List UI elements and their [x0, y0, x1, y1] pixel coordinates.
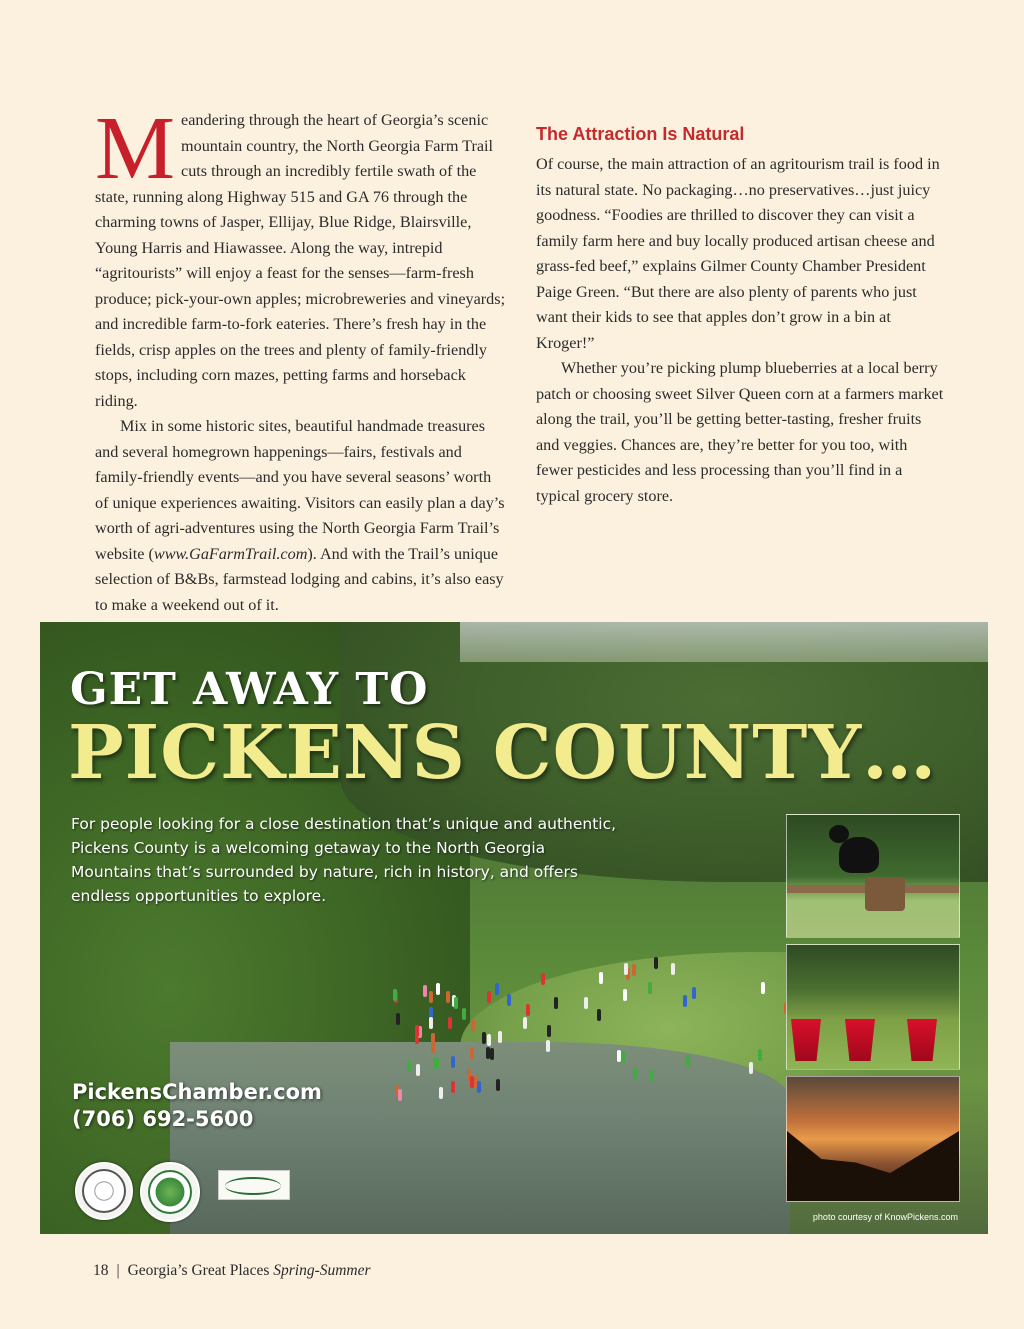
ad-phone[interactable]: (706) 692-5600 [72, 1107, 254, 1131]
person-figure [470, 1076, 474, 1088]
person-figure [451, 1056, 455, 1068]
person-figure [554, 997, 558, 1009]
pickens-county-chamber-logo-icon [218, 1170, 290, 1200]
ad-body-text: For people looking for a close destination that’s unique and authentic, Pickens County is a welcoming getaway to the North Georgia Mountains that’s surrounded by nature, rich in history, and offers endless opportunities to explore. [71, 815, 617, 905]
person-figure [584, 997, 588, 1009]
page-number: 18 [93, 1262, 109, 1279]
person-figure [436, 983, 440, 995]
pickens-county-seal-icon [140, 1162, 200, 1222]
person-figure [396, 1013, 400, 1025]
photo-credit: photo courtesy of KnowPickens.com [812, 1212, 958, 1222]
person-figure [633, 1067, 637, 1079]
person-figure [686, 1055, 690, 1067]
article-column-right [536, 108, 948, 509]
ad-website[interactable]: PickensChamber.com [72, 1080, 322, 1104]
person-figure [451, 1081, 455, 1093]
paragraph-1-text: eandering through the heart of Georgia’s scenic mountain country, the North Georgia Farm Trail cuts through an incredibly fertile swath of the state, running along Highway 515 and GA 76 through the charming towns of Jasper, Ellijay, Blue Ridge, Blairsville, Young Harris and Hiawassee. Along the way, intrepid “agritourists” will enjoy a feast for the senses—farm-fresh produce; pick-your-own apples; microbreweries and vineyards; and incredible farm-to-fork eateries. There’s fresh hay in the fields, crisp apples on the trees and plenty of family-friendly stops, including corn mazes, petting farms and horseback riding. [95, 111, 506, 410]
person-figure [462, 1008, 466, 1020]
lake-sunset-photo [786, 1076, 960, 1202]
article-paragraph-1 [95, 99, 507, 414]
person-figure [487, 991, 491, 1003]
person-figure [439, 1087, 443, 1099]
person-figure [448, 1017, 452, 1029]
person-figure [495, 983, 499, 995]
person-figure [621, 1051, 625, 1063]
person-figure [546, 1040, 550, 1052]
person-figure [523, 1017, 527, 1029]
person-figure [407, 1060, 411, 1072]
person-figure [671, 963, 675, 975]
person-figure [487, 1034, 491, 1046]
article-paragraph-3: Of course, the main attraction of an agritourism trail is food in its natural state. No packaging…no preservatives…just juicy goodness. “Foodies are thrilled to discover they can visit a family farm here and buy locally produced artisan cheese and grass-fed beef,” explains Gilmer County Chamber President Paige Green. “But there are also plenty of parents who just want their kids to see that apples don’t grow in a bin at Kroger!” [536, 155, 940, 352]
ad-headline-small: GET AWAY TO [70, 664, 429, 715]
person-figure [599, 972, 603, 984]
person-figure [477, 1081, 481, 1093]
person-figure [471, 1019, 475, 1031]
person-figure [541, 973, 545, 985]
person-figure [433, 1057, 437, 1069]
person-figure [415, 1025, 419, 1037]
person-figure [454, 997, 458, 1009]
person-figure [683, 995, 687, 1007]
person-figure [429, 1017, 433, 1029]
bear-photo [786, 814, 960, 938]
person-figure [431, 1033, 435, 1045]
person-figure [617, 1050, 621, 1062]
person-figure [749, 1062, 753, 1074]
jasper-georgia-seal-icon [75, 1162, 133, 1220]
page-footer [93, 1262, 371, 1280]
ad-headline-large: PICKENS COUNTY… [68, 710, 938, 796]
person-figure [654, 957, 658, 969]
section-subhead: The Attraction Is Natural [536, 124, 745, 144]
person-figure [624, 963, 628, 975]
person-figure [758, 1049, 762, 1061]
person-figure [526, 1004, 530, 1016]
person-figure [648, 982, 652, 994]
person-figure [597, 1009, 601, 1021]
article-paragraph-4: Whether you’re picking plump blueberries at a local berry patch or choosing sweet Silver Queen corn at a farmers market along the trail, you’ll be getting better-tasting, fresher fruits and veggies. Chances are, they’re better for you too, with fewer pesticides and less processing than you’ll find in a typical grocery store. [536, 359, 944, 505]
article-paragraph-2 [95, 414, 507, 618]
pickens-county-advertisement [40, 622, 988, 1234]
person-figure [547, 1025, 551, 1037]
article-column-left [95, 99, 507, 618]
footer-separator: | [116, 1262, 120, 1279]
vineyard-tables-photo [786, 944, 960, 1070]
person-figure [632, 964, 636, 976]
publication-name: Georgia’s Great Places [127, 1262, 270, 1279]
sky-background [460, 622, 988, 662]
person-figure [692, 987, 696, 999]
person-figure [761, 982, 765, 994]
person-figure [429, 991, 433, 1003]
person-figure [498, 1031, 502, 1043]
person-figure [416, 1064, 420, 1076]
person-figure [490, 1048, 494, 1060]
person-figure [423, 985, 427, 997]
person-figure [507, 994, 511, 1006]
person-figure [482, 1032, 486, 1044]
person-figure [398, 1089, 402, 1101]
person-figure [470, 1047, 474, 1059]
website-link[interactable]: www.GaFarmTrail.com [153, 544, 308, 563]
person-figure [623, 989, 627, 1001]
paragraph-2-text: Mix in some historic sites, beautiful handmade treasures and several homegrown happenings—fairs, festivals and family-friendly events—and you have several seasons’ worth of unique experiences awaiting. Visitors can easily plan a day’s worth of agri-adventures using the North Georgia Farm Trail’s website ( [95, 417, 505, 563]
person-figure [393, 989, 397, 1001]
drop-cap: M [95, 99, 176, 198]
person-figure [650, 1070, 654, 1082]
person-figure [446, 991, 450, 1003]
person-figure [496, 1079, 500, 1091]
paragraph-2-end: ). And with the Trail’s unique selection of B&Bs, farmstead lodging and cabins, it’s also easy to make a weekend out of it. [95, 544, 504, 614]
river-water [170, 1042, 790, 1234]
issue-name: Spring-Summer [273, 1262, 371, 1279]
